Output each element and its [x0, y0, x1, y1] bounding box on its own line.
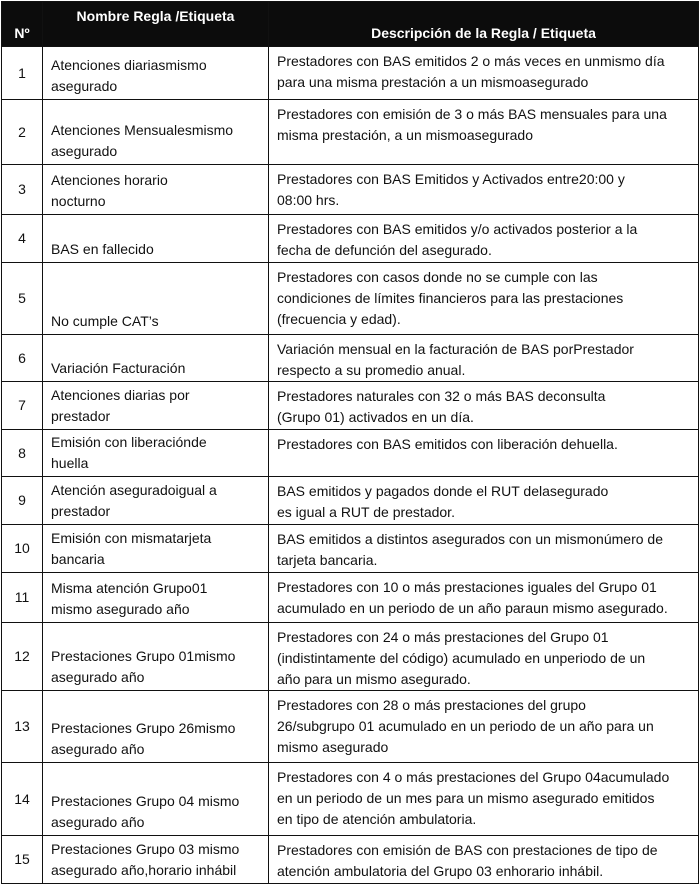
rule-number: 9 [2, 477, 43, 525]
rule-description: Prestadores con emisión de BAS con prestaciones de tipo de atención ambulatoria del Grupo 03 enhorario inhábil. [269, 836, 699, 884]
rule-description: Prestadores con 28 o más prestaciones del grupo 26/subgrupo 01 acumulado en un periodo de un año para un mismo asegurado [269, 691, 699, 763]
rule-description: Prestadores con emisión de 3 o más BAS mensuales para una misma prestación, a un mismoasegurado [269, 100, 699, 165]
table-row [2, 430, 699, 477]
rule-description: Variación mensual en la facturación de BAS porPrestador respecto a su promedio anual. [269, 335, 699, 382]
table-row [2, 836, 699, 884]
rule-name: Atenciones horario nocturno [43, 165, 269, 215]
table-row [2, 525, 699, 573]
table-row [2, 165, 699, 215]
rule-description: Prestadores con BAS emitidos con liberación dehuella. [269, 430, 699, 477]
rule-description: Prestadores con BAS emitidos y/o activados posterior a la fecha de defunción del asegurado. [269, 215, 699, 263]
table-row [2, 47, 699, 100]
table-row [2, 573, 699, 623]
header-number: Nº [2, 2, 43, 47]
table-row [2, 623, 699, 691]
rules-table [1, 1, 699, 884]
rule-description: Prestadores con 10 o más prestaciones iguales del Grupo 01 acumulado en un periodo de un año paraun mismo asegurado. [269, 573, 699, 623]
rule-description: Prestadores naturales con 32 o más BAS deconsulta (Grupo 01) activados en un día. [269, 382, 699, 430]
table-row [2, 100, 699, 165]
rule-name: Variación Facturación [43, 335, 269, 382]
rule-name: Atenciones diariasmismo asegurado [43, 47, 269, 100]
rule-description: BAS emitidos y pagados donde el RUT delasegurado es igual a RUT de prestador. [269, 477, 699, 525]
rule-number: 13 [2, 691, 43, 763]
table-row [2, 763, 699, 836]
header-row [2, 2, 699, 47]
rule-number: 2 [2, 100, 43, 165]
rule-number: 10 [2, 525, 43, 573]
rule-number: 14 [2, 763, 43, 836]
rule-number: 3 [2, 165, 43, 215]
rule-name: Emisión con liberaciónde huella [43, 430, 269, 477]
rule-name: No cumple CAT’s [43, 263, 269, 335]
rule-number: 11 [2, 573, 43, 623]
rule-name: Atenciones diarias por prestador [43, 382, 269, 430]
rule-number: 8 [2, 430, 43, 477]
table-row [2, 263, 699, 335]
rule-name: Prestaciones Grupo 04 mismo asegurado año [43, 763, 269, 836]
header-rule-name: Nombre Regla /Etiqueta [43, 2, 269, 47]
rule-number: 7 [2, 382, 43, 430]
rule-name: Emisión con mismatarjeta bancaria [43, 525, 269, 573]
rule-name: Atención aseguradoigual a prestador [43, 477, 269, 525]
rule-number: 1 [2, 47, 43, 100]
rule-name: Prestaciones Grupo 26mismo asegurado año [43, 691, 269, 763]
rule-description: Prestadores con casos donde no se cumple con las condiciones de límites financieros para las prestaciones (frecuencia y edad). [269, 263, 699, 335]
rule-name: Misma atención Grupo01 mismo asegurado año [43, 573, 269, 623]
table-row [2, 691, 699, 763]
rule-description: Prestadores con BAS Emitidos y Activados entre20:00 y 08:00 hrs. [269, 165, 699, 215]
rule-description: Prestadores con 24 o más prestaciones del Grupo 01 (indistintamente del código) acumulado en unperiodo de un año para un mismo asegurado. [269, 623, 699, 691]
rule-number: 6 [2, 335, 43, 382]
rule-number: 12 [2, 623, 43, 691]
rule-number: 15 [2, 836, 43, 884]
rule-name: Prestaciones Grupo 01mismo asegurado año [43, 623, 269, 691]
rule-description: Prestadores con 4 o más prestaciones del Grupo 04acumulado en un periodo de un mes para un mismo asegurado emitidos en tipo de atención ambulatoria. [269, 763, 699, 836]
rule-number: 4 [2, 215, 43, 263]
table-row [2, 215, 699, 263]
rule-number: 5 [2, 263, 43, 335]
rule-description: BAS emitidos a distintos asegurados con un mismonúmero de tarjeta bancaria. [269, 525, 699, 573]
header-rule-description: Descripción de la Regla / Etiqueta [269, 2, 699, 47]
rule-name: BAS en fallecido [43, 215, 269, 263]
rule-name: Atenciones Mensualesmismo asegurado [43, 100, 269, 165]
table-row [2, 335, 699, 382]
rule-name: Prestaciones Grupo 03 mismo asegurado año,horario inhábil [43, 836, 269, 884]
rule-description: Prestadores con BAS emitidos 2 o más veces en unmismo día para una misma prestación a un mismoasegurado [269, 47, 699, 100]
table-row [2, 477, 699, 525]
table-row [2, 382, 699, 430]
